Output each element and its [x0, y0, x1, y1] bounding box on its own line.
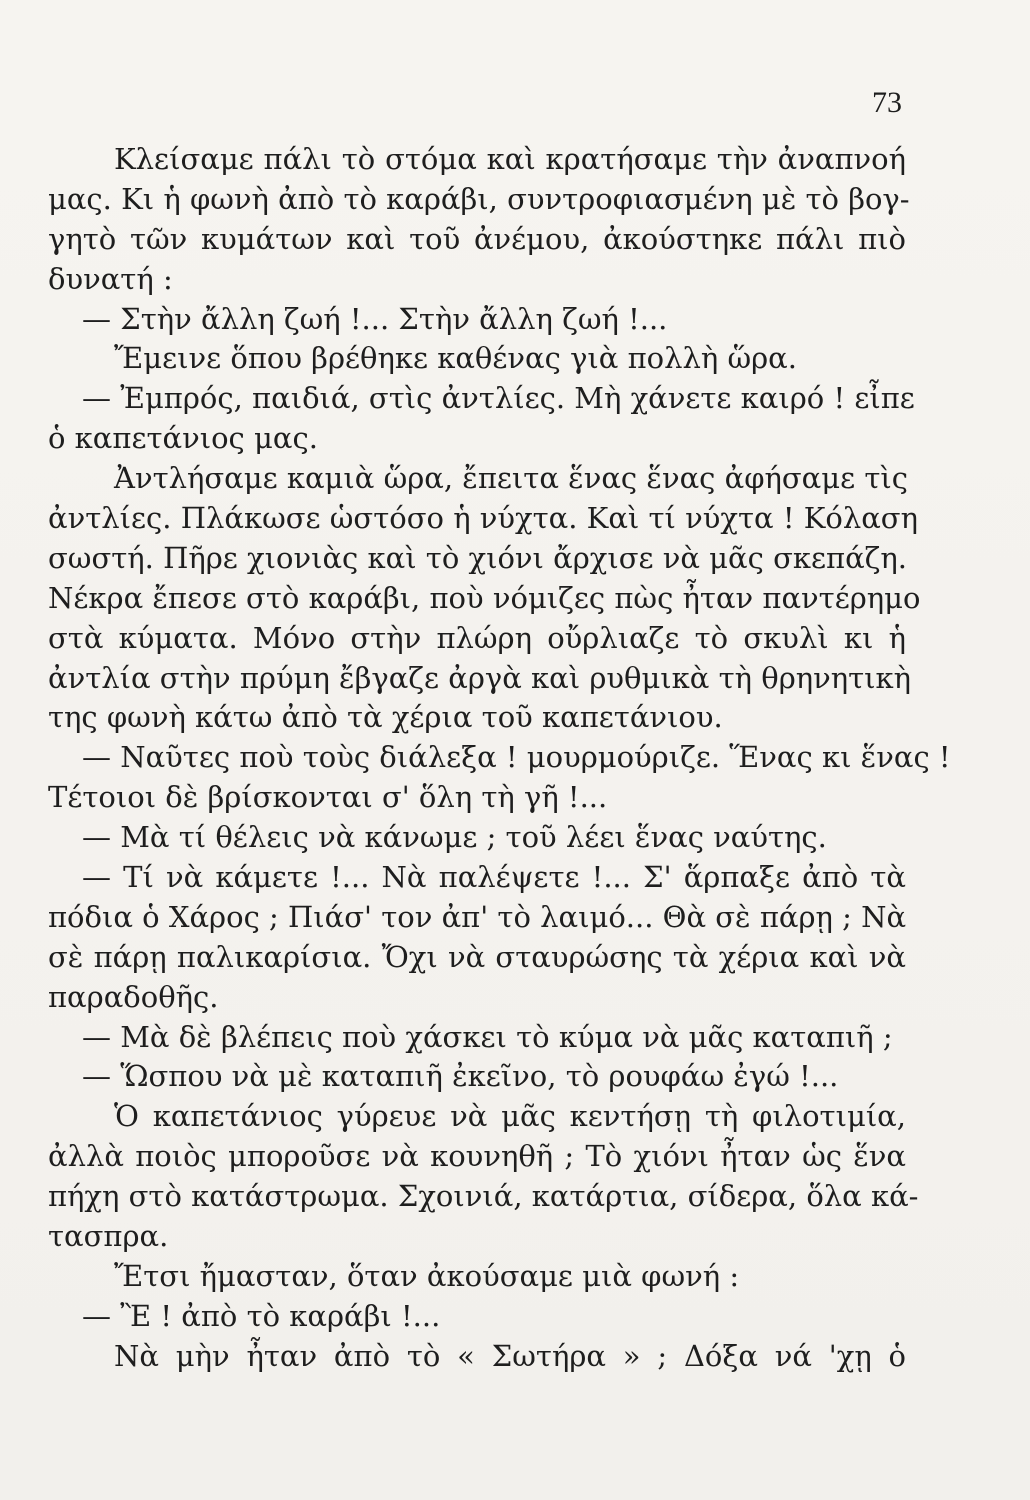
- page-number: 73: [872, 86, 902, 119]
- text-line: — Στὴν ἄλλη ζωή !... Στὴν ἄλλη ζωή !...: [82, 301, 668, 336]
- text-line: Νὰ μὴν ἦταν ἀπὸ τὸ « Σωτήρα » ; Δόξα νά 'χῃ ὁ: [114, 1338, 906, 1373]
- text-line: ἀλλὰ ποιὸς μποροῦσε νὰ κουνηθῆ ; Τὸ χιόνι ἦταν ὡς ἕνα: [48, 1139, 906, 1174]
- text-line: — Ὥσπου νὰ μὲ καταπιῆ ἐκεῖνο, τὸ ρουφάω ἐγώ !...: [82, 1059, 839, 1094]
- text-line: ἀντλίες. Πλάκωσε ὡστόσο ἡ νύχτα. Καὶ τί νύχτα ! Κόλαση: [48, 501, 918, 536]
- text-line: — Ἒ ! ἀπὸ τὸ καράβι !...: [82, 1298, 441, 1333]
- text-line: Ὁ καπετάνιος γύρευε νὰ μᾶς κεντήσῃ τὴ φιλοτιμία,: [114, 1099, 906, 1134]
- text-line: σὲ πάρῃ παλικαρίσια. Ὄχι νὰ σταυρώσης τὰ χέρια καὶ νὰ: [48, 939, 906, 974]
- text-line: — Ναῦτες ποὺ τοὺς διάλεξα ! μουρμούριζε. Ἕνας κι ἕνας !: [82, 740, 951, 775]
- text-line: γητὸ τῶν κυμάτων καὶ τοῦ ἀνέμου, ἀκούστηκε πάλι πιὸ: [48, 221, 906, 256]
- text-line: ἀντλία στὴν πρύμη ἔβγαζε ἀργὰ καὶ ρυθμικὰ τὴ θρηνητικὴ: [48, 660, 912, 695]
- text-line: δυνατή :: [48, 261, 173, 296]
- text-line: Ἔμεινε ὅπου βρέθηκε καθένας γιὰ πολλὴ ὥρα.: [114, 341, 797, 376]
- text-line: πήχη στὸ κατάστρωμα. Σχοινιά, κατάρτια, σίδερα, ὅλα κά-: [48, 1179, 919, 1214]
- text-line: Ἔτσι ἤμασταν, ὅταν ἀκούσαμε μιὰ φωνή :: [114, 1258, 740, 1293]
- text-line: μας. Κι ἡ φωνὴ ἀπὸ τὸ καράβι, συντροφιασμένη μὲ τὸ βογ-: [48, 181, 910, 216]
- text-line: πόδια ὁ Χάρος ; Πιάσ' τον ἀπ' τὸ λαιμό... Θὰ σὲ πάρῃ ; Νὰ: [48, 899, 907, 934]
- page-text: [48, 140, 951, 1377]
- text-line: στὰ κύματα. Μόνο στὴν πλώρη οὔρλιαζε τὸ σκυλὶ κι ἡ: [48, 620, 906, 655]
- text-line: Τέτοιοι δὲ βρίσκονται σ' ὅλη τὴ γῆ !...: [48, 780, 608, 815]
- text-line: της φωνὴ κάτω ἀπὸ τὰ χέρια τοῦ καπετάνιου.: [48, 700, 723, 735]
- text-line: — Μὰ δὲ βλέπεις ποὺ χάσκει τὸ κύμα νὰ μᾶς καταπιῆ ;: [82, 1019, 893, 1054]
- text-line: ὁ καπετάνιος μας.: [48, 421, 318, 456]
- text-line: Νέκρα ἔπεσε στὸ καράβι, ποὺ νόμιζες πὼς ἦταν παντέρημο: [48, 580, 921, 615]
- text-line: — Τί νὰ κάμετε !... Νὰ παλέψετε !... Σ' ἅρπαξε ἀπὸ τὰ: [82, 860, 906, 895]
- text-line: τασπρα.: [48, 1219, 169, 1254]
- text-line: — Μὰ τί θέλεις νὰ κάνωμε ; τοῦ λέει ἕνας ναύτης.: [82, 820, 827, 855]
- text-line: — Ἐμπρός, παιδιά, στὶς ἀντλίες. Μὴ χάνετε καιρό ! εἶπε: [82, 381, 915, 416]
- text-line: σωστή. Πῆρε χιονιὰς καὶ τὸ χιόνι ἄρχισε νὰ μᾶς σκεπάζη.: [48, 540, 907, 575]
- text-line: Ἀντλήσαμε καμιὰ ὥρα, ἔπειτα ἕνας ἕνας ἀφήσαμε τὶς: [114, 461, 909, 496]
- text-line: Κλείσαμε πάλι τὸ στόμα καὶ κρατήσαμε τὴν ἀναπνοή: [114, 142, 906, 176]
- text-line: παραδοθῆς.: [48, 979, 219, 1014]
